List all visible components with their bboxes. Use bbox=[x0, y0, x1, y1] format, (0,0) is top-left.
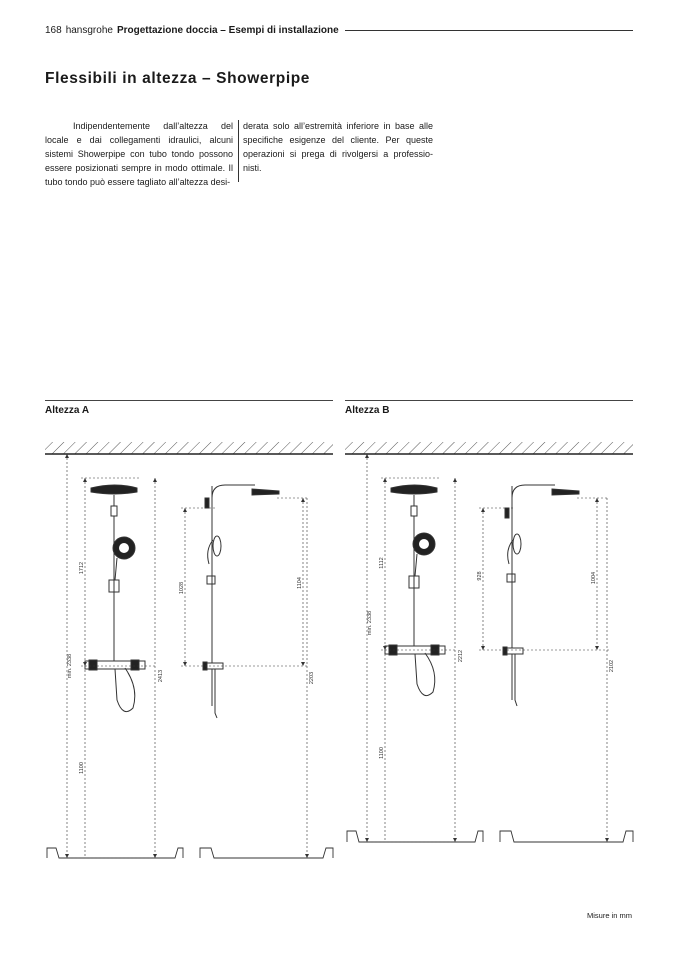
dim-mixer-height: 1100 bbox=[79, 762, 85, 774]
column-divider bbox=[238, 120, 239, 182]
header-rule bbox=[345, 30, 633, 31]
footer-note: Misure in mm bbox=[586, 911, 632, 920]
technical-drawing-b bbox=[345, 438, 635, 868]
dim-headshower-height: 2212 bbox=[458, 649, 464, 663]
shower-front-view bbox=[85, 485, 145, 712]
dim-rail-length: 1104 bbox=[297, 577, 303, 589]
dim-room-height: min. 2338 bbox=[67, 653, 73, 679]
floor-right bbox=[500, 831, 633, 842]
page-title: Flessibili in altezza – Showerpipe bbox=[45, 70, 311, 87]
figure-b-rule bbox=[345, 400, 633, 401]
dimension-arrows bbox=[65, 454, 309, 858]
dim-holder-to-mixer: 928 bbox=[477, 571, 483, 581]
dim-headshower-to-mixer: 1112 bbox=[379, 557, 385, 569]
figure-a-title: Altezza A bbox=[45, 405, 90, 416]
dim-mixer-height: 1100 bbox=[379, 747, 385, 759]
figure-b-title: Altezza B bbox=[345, 405, 390, 416]
floor-right bbox=[200, 848, 333, 858]
ceiling-hatch bbox=[345, 442, 633, 454]
dim-total-side: 2203 bbox=[309, 671, 315, 685]
shower-side-view bbox=[203, 485, 279, 718]
brand-name: hansgrohe bbox=[65, 24, 113, 36]
technical-drawing-a bbox=[45, 438, 335, 868]
dimension-labels bbox=[367, 557, 615, 759]
section-title: Progettazione doccia – Esempi di installazione bbox=[116, 24, 339, 36]
figure-a-rule bbox=[45, 400, 333, 401]
dimension-lines bbox=[63, 454, 309, 858]
ceiling-hatch bbox=[45, 442, 333, 454]
page-number: 168 bbox=[45, 24, 62, 36]
body-column-2: derata solo all’estremità inferiore in base alle specifiche esigenze del cliente. Per queste operazioni si prega di rivolgersi a professio-nisti. bbox=[243, 121, 433, 173]
dim-total-side: 2102 bbox=[609, 659, 615, 673]
page-header bbox=[45, 22, 633, 38]
shower-side-view bbox=[503, 485, 579, 706]
body-column-1: Indipendentemente dall’altezza del locale e dai collegamenti idraulici, alcuni sistemi Showerpipe con tubo tondo possono essere posizionati sempre in modo ottimale. Il tubo tondo può essere tagliato all’altezza desi- bbox=[45, 121, 233, 187]
dim-rail-length: 1004 bbox=[591, 571, 597, 585]
dim-room-height: min. 2338 bbox=[367, 610, 373, 636]
dim-headshower-to-mixer: 1712 bbox=[79, 561, 85, 575]
dim-headshower-height: 2413 bbox=[158, 669, 164, 683]
dim-holder-to-mixer: 1028 bbox=[179, 581, 185, 595]
shower-front-view bbox=[385, 485, 445, 696]
